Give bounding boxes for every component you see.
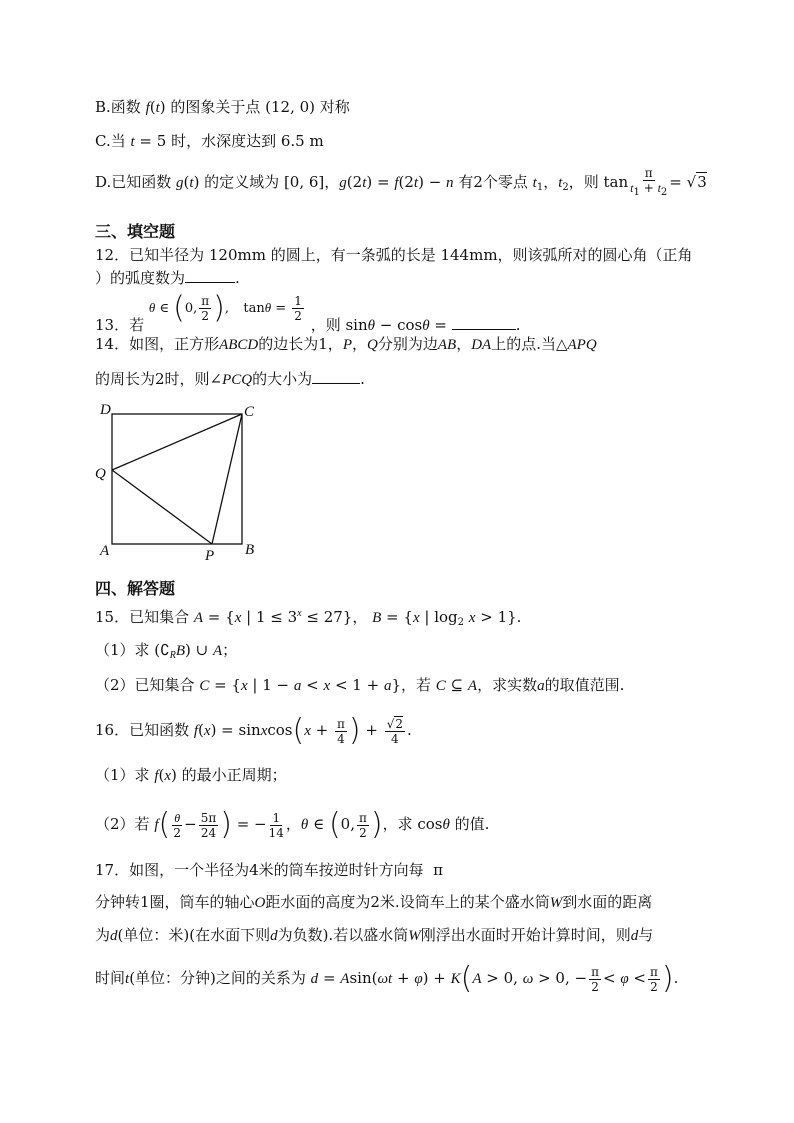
segment-pc [212,414,242,544]
q14-end: . [360,370,365,388]
q14-line2-text: 的周长为2时，则∠PCQ的大小为 [95,370,313,388]
q17-line1 [95,860,443,880]
q16-line1-text: 16．已知函数 f(x) = sinxcos(x + $\frac{\pi}{4}$ ) + $\frac{√2}{4}$ . [95,713,412,748]
option-c [95,131,324,152]
q17-line3-text: 为d(单位：米)(在水面下则d为负数).若以盛水筒W刚浮出水面时开始计算时间，则d与 [95,926,654,944]
q14-line1 [95,334,597,355]
q16-line1 [95,712,412,748]
q15-part2 [95,675,624,696]
label-p: P [205,548,215,564]
option-b [95,97,350,118]
option-b-text: B.函数 f(t) 的图象关于点 (12, 0) 对称 [95,98,350,116]
q13 [95,290,521,334]
label-q: Q [95,466,106,482]
q13-cond2: tanθ = $\frac{1}{2}$ [243,294,302,323]
q17-line3 [95,925,653,946]
label-b: B [245,542,255,558]
q12-answer-blank[interactable] [185,268,235,283]
q15-line1 [95,604,521,633]
q17-line1-text: 17．如图，一个半径为4米的筒车按逆时针方向每 π [95,861,444,879]
q12-line1: 12．已知半径为 120mm 的圆上，有一条弧的长是 144mm，则该弧所对的圆心角（正角 [95,246,693,264]
q15-part2-text: （2）已知集合 C = {x | 1 − a < x < 1 + a}，若 C ⊆ A，求实数a的取值范围. [95,676,625,694]
q13-cond1: θ ∈ (0, $\frac{\pi}{2}$ ), [148,290,230,326]
q16-part2 [95,806,489,842]
q17-line4 [95,958,678,998]
q13-end: . [515,316,521,334]
option-d [95,166,707,200]
q17-line2 [95,892,652,913]
option-c-text: C.当 t = 5 时，水深度达到 6.5 m [95,132,324,150]
segment-qp [112,470,212,544]
square-abcd [112,414,242,544]
label-a: A [100,543,110,559]
section-fill-in-title: 三、填空题 [95,222,176,241]
q15-part1 [95,640,237,666]
q16-part1-text: （1）求 f(x) 的最小正周期； [95,766,287,784]
q13-ask: ，则 sinθ − cosθ = [310,316,452,334]
q12-line2: ）的弧度数为 . [95,269,240,287]
q15-line1-text: 15．已知集合 A = {x | $1 \le 3^x \le 27$}， B = {x | $\log_2 x > 1$}. [95,608,522,628]
q16-part2-text: （2）若 f( $\frac{\theta}{2}$ − $\frac{5\pi}{24}$ ) = − $\frac{1}{14}$ ，θ ∈ (0, $\frac{\pi}{2}$ )，求 cosθ 的值. [95,807,490,842]
square-figure [92,398,272,566]
option-d-frac-num: π [644,166,653,180]
section-answer-title: 四、解答题 [95,579,176,598]
q17-line2-text: 分钟转1圈，筒车的轴心O距水面的高度为2米.设筒车上的某个盛水筒W到水面的距离 [95,893,653,911]
q14-answer-blank[interactable] [312,369,360,384]
q13-prefix: 13．若 [95,316,145,334]
q17-line4-text: 时间t(单位：分钟)之间的关系为 d = Asin(ωt + φ) + K(A > 0, ω > 0, − $\frac{\pi}{2}$ < φ < $\frac{\pi}{2}$ ). [95,961,679,996]
q13-answer-blank[interactable] [452,315,516,330]
q16-part1 [95,765,287,786]
segment-qc [112,414,242,470]
q14-line1-text: 14．如图，正方形ABCD的边长为1，P，Q分别为边AB，DA上的点.当△APQ [95,335,597,353]
q14-line2 [95,369,365,390]
option-d-text: D.已知函数 g(t) 的定义域为 [0, 6]，g(2t) = f(2t) − n 有2个零点 $t_1$，$t_2$，则 tan $\frac{\pi}{t_1 + t_2}$ = √3 [95,166,707,198]
label-d: D [100,402,111,418]
label-c: C [244,404,255,420]
q15-part1-text: （1）求 $(∁_RB)$ ∪ A； [95,641,238,661]
q12-line2-text: ）的弧度数为 [95,269,186,287]
